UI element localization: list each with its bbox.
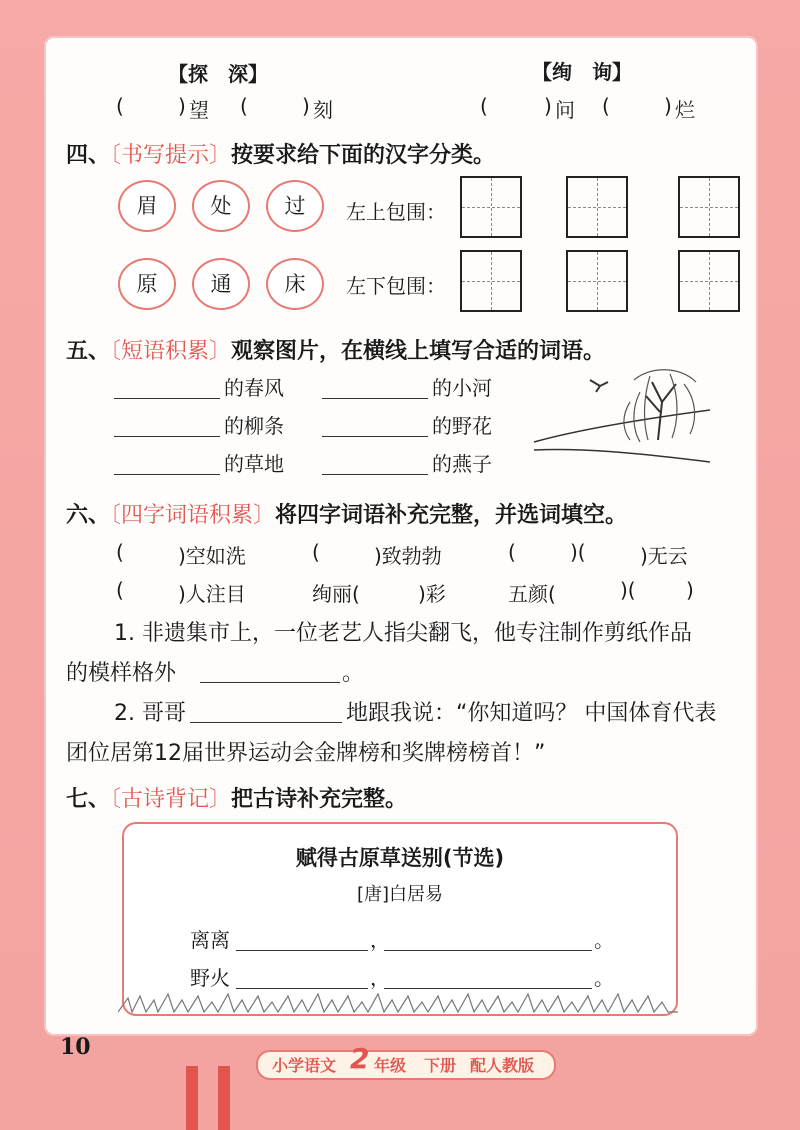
section-number: 四、 xyxy=(66,143,111,168)
char-badge xyxy=(192,180,250,230)
idiom-blank: 绚丽( xyxy=(312,582,360,606)
idiom-blank: )空如洗 xyxy=(178,544,246,568)
section-tag: 〔四字词语积累〕 xyxy=(110,503,276,528)
section-instruction: 将四字词语补充完整，并选词填空。 xyxy=(275,503,628,528)
poem-line-2-start: 野火 xyxy=(190,966,230,990)
comma: ， xyxy=(370,966,390,990)
char: 通 xyxy=(210,272,232,296)
question-2-text-rest: 地跟我说：“你知道吗？ 中国体育代表 xyxy=(346,701,717,726)
idiom-blank: 五颜( xyxy=(508,582,556,606)
section-number: 五、 xyxy=(66,339,111,364)
section-number: 七、 xyxy=(66,787,111,812)
section-tag: 〔古诗背记〕 xyxy=(110,787,232,812)
question-2-text: 2. 哥哥 xyxy=(114,701,186,726)
swallow-icon xyxy=(590,380,608,392)
fill-word-3: 问 xyxy=(555,98,575,122)
footer-subject: 小学语文 xyxy=(272,1056,337,1075)
char: 床 xyxy=(284,272,306,296)
footer-volume: 下册 xyxy=(424,1056,457,1075)
paren-close-1: ) xyxy=(178,94,186,118)
poem-author: [唐]白居易 xyxy=(356,884,444,905)
writing-grid[interactable] xyxy=(566,250,628,312)
answer-line[interactable] xyxy=(384,988,592,989)
section-instruction: 观察图片，在横线上填写合适的词语。 xyxy=(231,339,606,364)
writing-grid[interactable] xyxy=(678,250,740,312)
question-2-text-cont: 团位居第12届世界运动会金牌榜和奖牌榜榜首！” xyxy=(66,741,546,766)
section-instruction: 按要求给下面的汉字分类。 xyxy=(231,143,496,168)
section-number: 六、 xyxy=(66,503,111,528)
char: 处 xyxy=(210,194,232,218)
writing-grid[interactable] xyxy=(460,250,522,312)
answer-line[interactable] xyxy=(200,682,340,683)
paren-open-2: ( xyxy=(240,94,248,118)
phrase: 的草地 xyxy=(224,452,284,476)
fill-word-4: 烂 xyxy=(675,98,695,122)
idiom-blank: )无云 xyxy=(640,544,688,568)
idiom-blank: )致勃勃 xyxy=(374,544,442,568)
willow-river-illustration xyxy=(530,362,720,482)
paren-close: ) xyxy=(686,578,694,602)
paren-open: ( xyxy=(312,540,320,564)
paren-open-1: ( xyxy=(116,94,124,118)
bookmark-tab xyxy=(186,1066,198,1130)
grass-decoration-icon xyxy=(118,992,678,1014)
answer-line[interactable] xyxy=(236,950,368,951)
paren-close-3: ) xyxy=(544,94,552,118)
char-badge xyxy=(118,258,176,308)
char-badge xyxy=(118,180,176,230)
section-5-heading xyxy=(66,334,605,365)
char: 眉 xyxy=(136,194,158,218)
answer-line[interactable] xyxy=(114,436,220,437)
question-1-text: 1. 非遗集市上，一位老艺人指尖翻飞，他专注制作剪纸作品 xyxy=(114,621,692,646)
answer-line[interactable] xyxy=(114,474,220,475)
paren-close: )( xyxy=(570,540,586,564)
footer-edition: 配人教版 xyxy=(470,1056,535,1075)
phrase: 的野花 xyxy=(432,414,492,438)
answer-line[interactable] xyxy=(322,398,428,399)
writing-grid[interactable] xyxy=(566,176,628,238)
answer-line[interactable] xyxy=(236,988,368,989)
paren-close-2: ) xyxy=(302,94,310,118)
idiom-blank: )彩 xyxy=(418,582,446,606)
category-label-top-left: 左上包围： xyxy=(346,200,446,224)
phrase: 的小河 xyxy=(432,376,492,400)
footer-grade-number: 2 xyxy=(350,1042,370,1075)
paren-open: ( xyxy=(116,540,124,564)
phrase: 的柳条 xyxy=(224,414,284,438)
period: 。 xyxy=(594,928,614,952)
paren-close-4: ) xyxy=(664,94,672,118)
page-number: 10 xyxy=(60,1034,91,1060)
char: 原 xyxy=(136,272,158,296)
char: 过 xyxy=(284,194,306,218)
footer-grade: 年级 xyxy=(374,1056,407,1075)
answer-line[interactable] xyxy=(190,722,342,723)
section-instruction: 把古诗补充完整。 xyxy=(231,787,408,812)
char-badge xyxy=(266,258,324,308)
word-pair-right: 【绚 询】 xyxy=(532,60,632,84)
sentence-end: 。 xyxy=(342,661,365,686)
paren-open-3: ( xyxy=(480,94,488,118)
phrase: 的燕子 xyxy=(432,452,492,476)
idiom-blank: )人注目 xyxy=(178,582,246,606)
fill-word-1: 望 xyxy=(189,98,209,122)
word-pair-left: 【探 深】 xyxy=(168,62,268,86)
section-tag: 〔书写提示〕 xyxy=(110,143,232,168)
section-4-heading xyxy=(66,138,495,169)
paren-close: )( xyxy=(620,578,636,602)
answer-line[interactable] xyxy=(114,398,220,399)
writing-grid[interactable] xyxy=(460,176,522,238)
section-6-heading xyxy=(66,498,627,529)
answer-line[interactable] xyxy=(322,474,428,475)
poem-title: 赋得古原草送别(节选) xyxy=(295,846,505,870)
char-badge xyxy=(192,258,250,308)
answer-line[interactable] xyxy=(322,436,428,437)
phrase: 的春风 xyxy=(224,376,284,400)
bookmark-tab xyxy=(218,1066,230,1130)
paren-open: ( xyxy=(508,540,516,564)
char-badge xyxy=(266,180,324,230)
comma: ， xyxy=(370,928,390,952)
period: 。 xyxy=(594,966,614,990)
section-7-heading xyxy=(66,782,407,813)
answer-line[interactable] xyxy=(384,950,592,951)
paren-open-4: ( xyxy=(602,94,610,118)
section-tag: 〔短语积累〕 xyxy=(110,339,232,364)
fill-word-2: 刻 xyxy=(313,98,333,122)
poem-line-1-start: 离离 xyxy=(190,928,230,952)
paren-open: ( xyxy=(116,578,124,602)
question-1-text-cont: 的模样格外 xyxy=(66,661,177,686)
writing-grid[interactable] xyxy=(678,176,740,238)
category-label-bottom-left: 左下包围： xyxy=(346,274,446,298)
